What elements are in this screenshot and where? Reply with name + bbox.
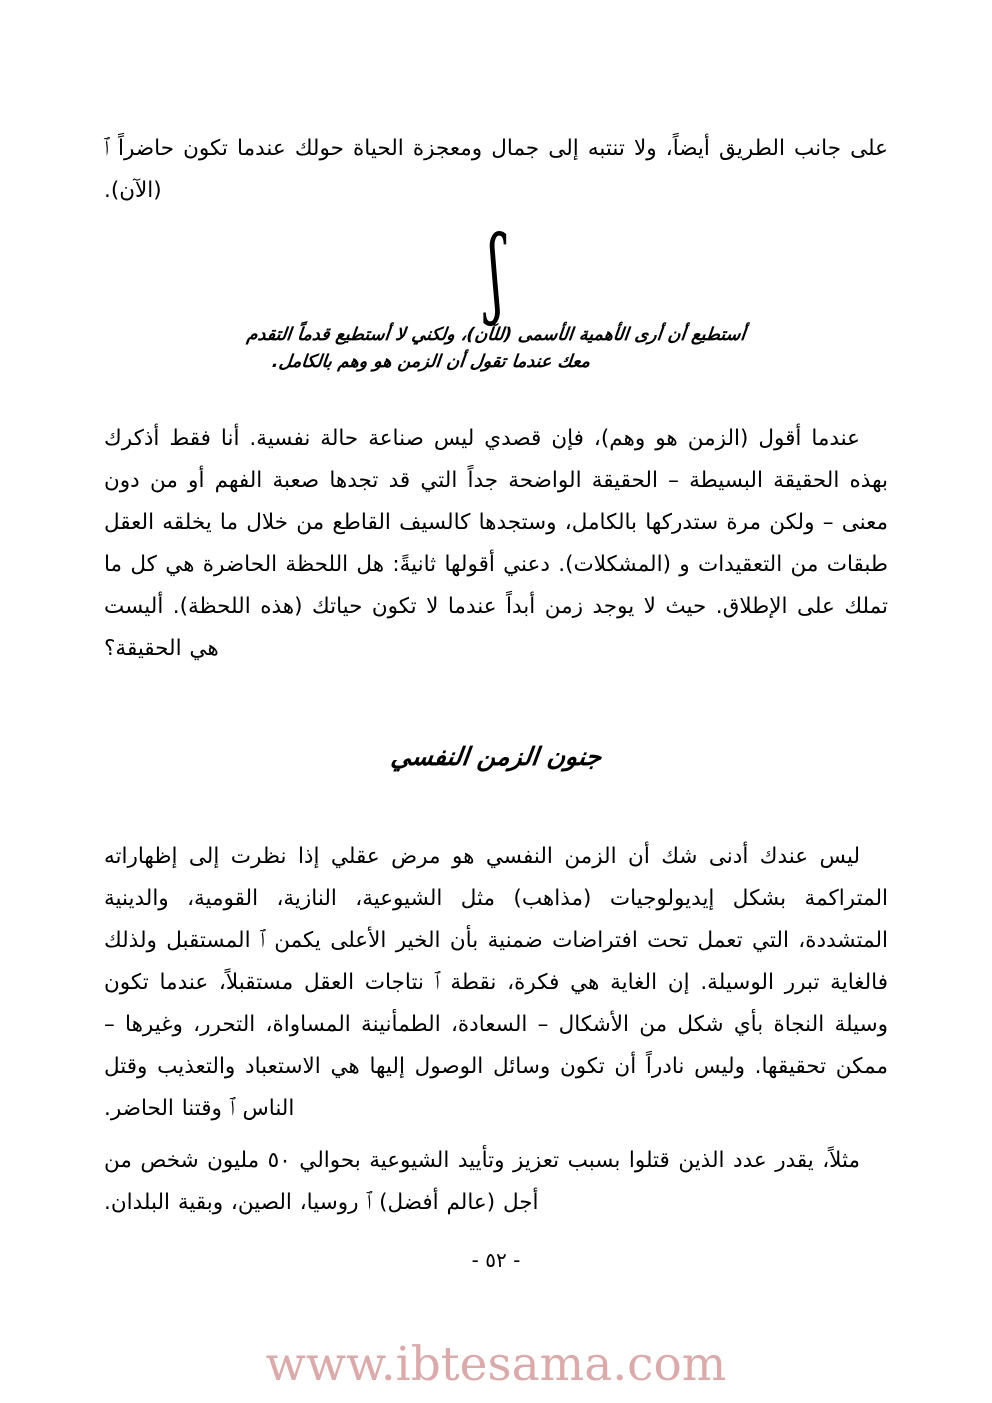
body-block-3 [104,1140,888,1224]
page-number: - ٥٢ - [471,1248,521,1272]
opening-paragraph-block [104,128,888,212]
body-paragraph-1: عندما أقول (الزمن هو وهم)، فإن قصدي ليس صناعة حالة نفسية. أنا فقط أذكرك بهذه الحقيقة البسيطة – الحقيقة الواضحة جداً التي قد تجدها صعبة الفهم أو من دون معنى – ولكن مرة ستدركها بالكامل، وستجدها كالسيف القاطع من خلال ما يخلقه العقل طبقات من التعقيدات و (المشكلات). دعني أقولها ثانيةً: هل اللحظة الحاضرة هي كل ما تملك على الإطلاق. حيث لا يوجد زمن أبداً عندما لا تكون حياتك (هذه اللحظة). أليست هي الحقيقة؟ [104,426,888,661]
section-heading: جنون الزمن النفسي [389,742,603,771]
ornament-divider [104,216,888,328]
section-heading-wrap [104,742,888,771]
pull-quote-line-2: معك عندما تقول أن الزمن هو وهم بالكامل. [271,352,592,372]
pull-quote-line-1: أستطيع أن أرى الأهمية الأسمى (للآن)، ولكني لا أستطيع قدماً التقدم [245,325,747,345]
site-watermark: www.ibtesama.com [265,1337,727,1392]
section-paragraph-2: مثلاً، يقدر عدد الذين قتلوا بسبب تعزيز وتأييد الشيوعية بحوالي ٥٠ مليون شخص من أجل (عالم أفضل) ﭐ روسيا، الصين، وبقية البلدان. [104,1148,860,1215]
decorative-flourish-icon: ʃ [488,216,504,328]
pull-quote [104,322,888,376]
body-block-1 [104,418,888,670]
opening-paragraph: على جانب الطريق أيضاً، ولا تنتبه إلى جمال ومعجزة الحياة حولك عندما تكون حاضراً ﭐ (الآن). [104,136,888,203]
body-block-2 [104,836,888,1130]
section-paragraph-1: ليس عندك أدنى شك أن الزمن النفسي هو مرض عقلي إذا نظرت إلى إظهاراته المتراكمة بشكل إيديولوجيات (مذاهب) مثل الشيوعية، النازية، القومية، والدينية المتشددة، التي تعمل تحت افتراضات ضمنية بأن الخير الأعلى يكمن ﭐ المستقبل ولذلك فالغاية تبرر الوسيلة. إن الغاية هي فكرة، نقطة ﭐ نتاجات العقل مستقبلاً، عندما تكون وسيلة النجاة بأي شكل من الأشكال – السعادة، الطمأنينة المساواة، التحرر، وغيرها – ممكن تحقيقها. وليس نادراً أن تكون وسائل الوصول إليها هي الاستعباد والتعذيب وقتل الناس ﭐ وقتنا الحاضر. [104,844,888,1121]
